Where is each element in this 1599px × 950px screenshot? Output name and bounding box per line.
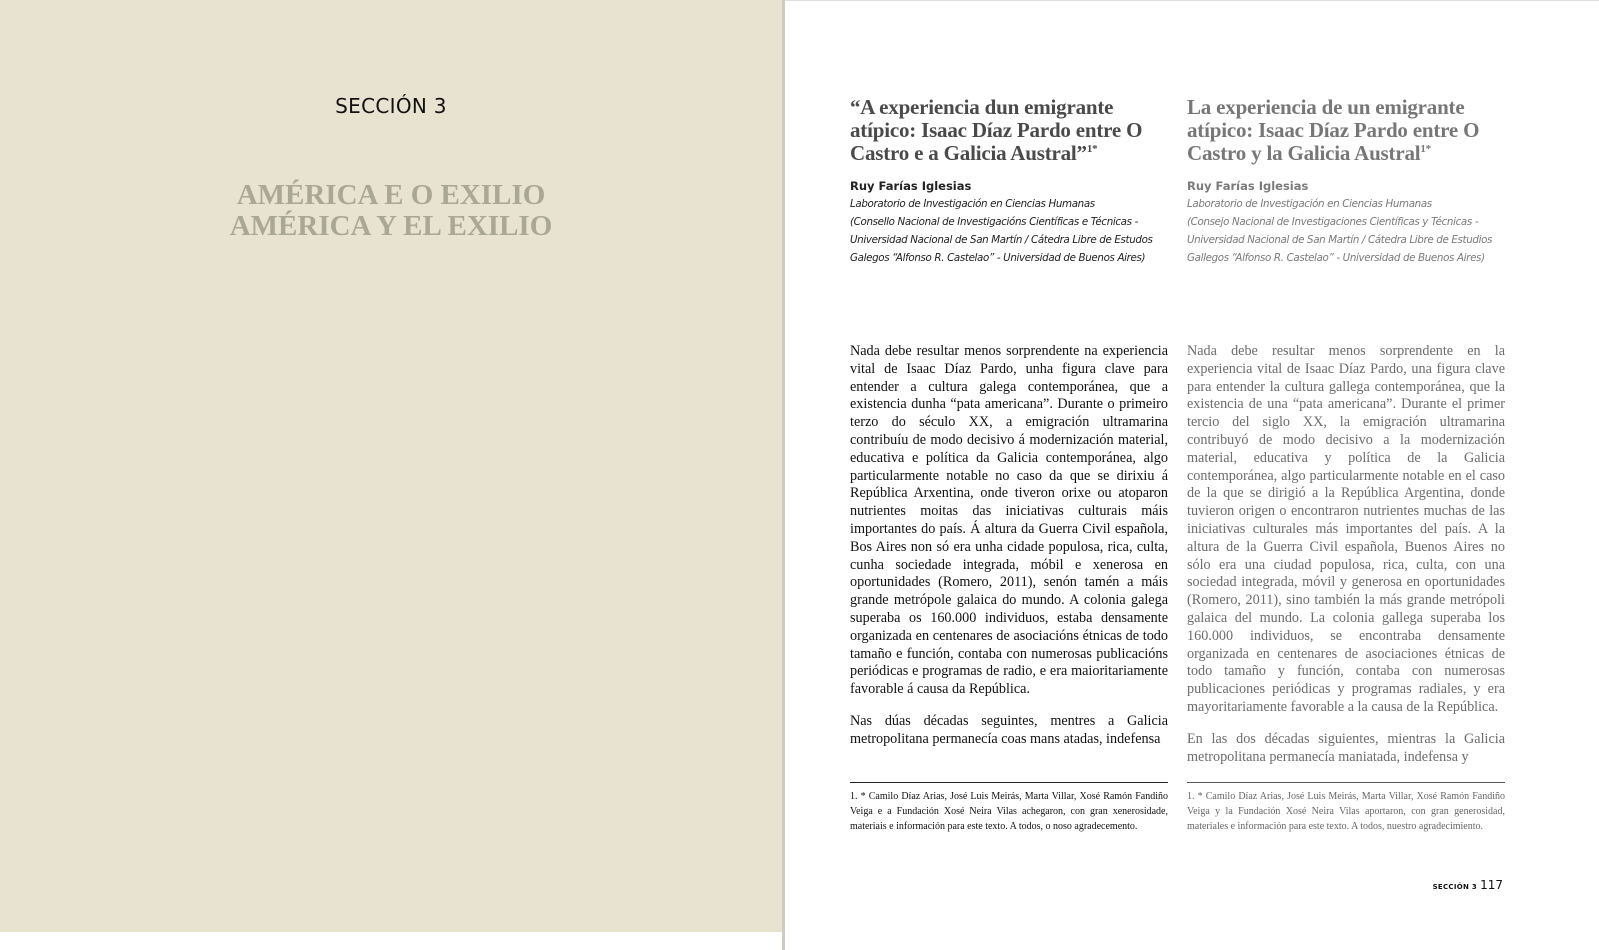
paragraph: Nas dúas décadas seguintes, mentres a Galicia metropolitana permanecía coas mans atadas, indefensa (850, 712, 1168, 747)
affiliation-line: (Consello Nacional de Investigacións Científicas e Técnicas - (850, 216, 1138, 228)
footnote-gl: 1. * Camilo Díaz Arias, José Luis Meirás, Marta Villar, Xosé Ramón Fandiño Veiga e a Fundación Xosé Neira Vilas achegaron, con gran xenerosidade, materiais e información para este texto. A todos, o noso agradecemento. (850, 782, 1168, 834)
body-text-es (1187, 343, 1505, 779)
section-title-es: AMÉRICA Y EL EXILIO (229, 210, 553, 242)
body-text-gl (850, 343, 1168, 779)
affiliation-line: Universidad Nacional de San Martín / Cátedra Libre de Estudos (850, 234, 1153, 246)
paragraph: Nada debe resultar menos sorprendente en la experiencia vital de Isaac Díaz Pardo, una figura clave para entender la cultura gallega contemporánea, que la existencia de una “pata americana”. Durante el primer tercio del siglo XX, la emigración ultramarina contribuyó de modo decisivo a la modernización material, educativa y política de la Galicia contemporánea, algo particularmente notable en el caso de la que se dirigió a la República Argentina, donde tuvieron origen o encontraron nutrientes muchas de las iniciativas culturales más importantes del país. A la altura de la Guerra Civil española, Buenos Aires no sólo era una ciudad populosa, rica, culta, con una sociedad integrada, móvil y generosa en oportunidades (Romero, 2011), sino también la más grande metrópoli galaica del mundo. La colonia gallega superaba los 160.000 individuos, se encontraba densamente organizada en centenares de asociaciones étnicas de todo tamaño y función, contaba con numerosas publicaciones periódicas y programas radiales, y era mayoritariamente favorable a la causa de la República. (1187, 343, 1505, 715)
affiliation-line: Gallegos “Alfonso R. Castelao” - Universidad de Buenos Aires) (1187, 252, 1485, 264)
affiliation-line: Galegos “Alfonso R. Castelao” - Universidad de Buenos Aires) (850, 252, 1146, 264)
article-title-gl-text: “A experiencia dun emigrante atípico: Isaac Díaz Pardo entre O Castro e a Galicia Austral” (850, 96, 1143, 165)
affiliation-line: Universidad Nacional de San Martín / Cátedra Libre de Estudios (1187, 234, 1493, 246)
footer-section: SECCIÓN 3 (1432, 883, 1478, 891)
title-footnote-ref-es[interactable]: 1* (1420, 143, 1431, 155)
article-column-es (1187, 96, 1505, 856)
affiliation-es (1187, 195, 1505, 267)
footnote-es: 1. * Camilo Díaz Arias, José Luis Meirás, Marta Villar, Xosé Ramón Fandiño Veiga y la Fundación Xosé Neira Vilas aportaron, con gran generosidad, materiales e información para este texto. A todos, nuestro agradecimiento. (1187, 782, 1505, 834)
paragraph: Nada debe resultar menos sorprendente na experiencia vital de Isaac Díaz Pardo, unha figura clave para entender a cultura galega contemporánea, que a existencia dunha “pata americana”. Durante o primeiro terzo do século XX, a emigración ultramarina contribuíu de modo decisivo á modernización material, educativa e política da Galicia contemporánea, algo particularmente notable no caso da que se dirixiu á República Arxentina, onde tiveron orixe ou atoparon nutrientes moitas das iniciativas culturais máis importantes do país. Á altura da Guerra Civil española, Bos Aires non só era unha cidade populosa, rica, culta, cunha sociedade integrada, móbil e xenerosa en oportunidades (Romero, 2011), senón tamén a máis grande metrópole galaica do mundo. A colonia galega superaba os 160.000 individuos, estaba densamente organizada en centenares de asociacións étnicas de todo tamaño e función, contaba con numerosas publicacións periódicas e programas de radio, e era maioritariamente favorable á causa da República. (850, 343, 1168, 698)
author-gl: Ruy Farías Iglesias (850, 179, 972, 193)
paragraph: En las dos décadas siguientes, mientras la Galicia metropolitana permanecía maniatada, indefensa y (1187, 730, 1505, 765)
affiliation-line: (Consejo Nacional de Investigaciones Científicas y Técnicas - (1187, 216, 1479, 228)
article-title-es-text: La experiencia de un emigrante atípico: Isaac Díaz Pardo entre O Castro y la Galicia Austral (1187, 96, 1480, 165)
title-footnote-ref-gl[interactable]: 1* (1086, 143, 1098, 155)
section-label: SECCIÓN 3 (335, 94, 447, 118)
article-header-es (1187, 96, 1505, 332)
page-top-edge (785, 0, 1599, 1)
article-column-gl (850, 96, 1168, 856)
affiliation-gl (850, 195, 1168, 267)
section-title-gl: AMÉRICA E O EXILIO (236, 179, 546, 211)
article-header-gl (850, 96, 1168, 332)
affiliation-line: Laboratorio de Investigación en Ciencias Humanas (1187, 198, 1432, 210)
left-page (0, 0, 782, 950)
article-title-gl (850, 96, 1168, 165)
affiliation-line: Laboratorio de Investigación en Ciencias Humanas (850, 198, 1095, 210)
section-title (0, 180, 782, 242)
book-spine (782, 0, 785, 950)
page-footer (1400, 874, 1503, 893)
page-number: 117 (1480, 878, 1503, 892)
article-title-es (1187, 96, 1505, 165)
author-es: Ruy Farías Iglesias (1187, 179, 1309, 193)
page-bottom-edge (0, 932, 782, 950)
